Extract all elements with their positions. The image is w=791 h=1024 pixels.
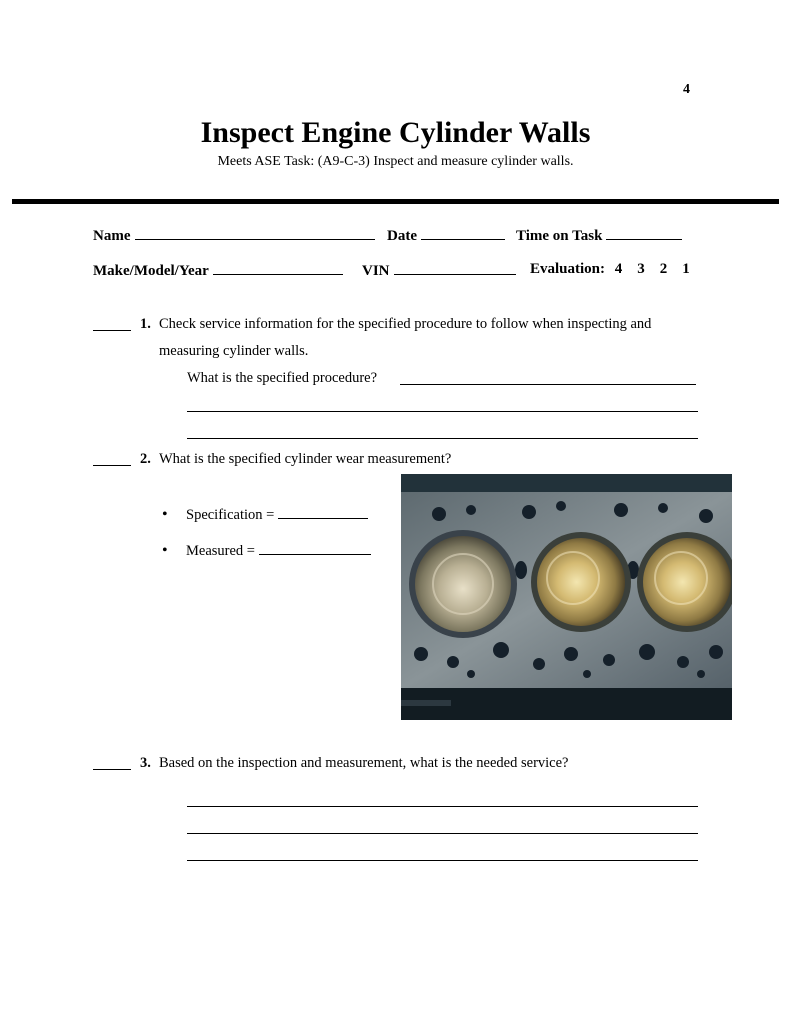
- evaluation-scores[interactable]: 4 3 2 1: [614, 261, 690, 277]
- time-on-task-blank[interactable]: [606, 226, 682, 240]
- question-1-text-continued: measuring cylinder walls.: [159, 343, 309, 359]
- question-1-number: 1.: [140, 316, 151, 332]
- specification-bullet: [162, 505, 368, 524]
- bullet-icon: •: [162, 506, 168, 523]
- engine-block-photo: [401, 474, 732, 720]
- time-on-task-label: Time on Task: [516, 228, 603, 244]
- specification-label: Specification =: [186, 507, 275, 523]
- date-blank[interactable]: [421, 226, 505, 240]
- header-divider: [12, 199, 779, 204]
- evaluation-label: Evaluation:: [530, 261, 606, 277]
- question-1-subquestion: What is the specified procedure?: [187, 370, 378, 386]
- specification-blank[interactable]: [278, 505, 368, 519]
- question-1-answer-line[interactable]: [400, 384, 696, 385]
- date-field: [387, 226, 505, 245]
- time-on-task-field: [516, 226, 682, 245]
- vin-label: VIN: [362, 263, 390, 279]
- vin-field: [362, 261, 516, 280]
- question-3-check-blank[interactable]: [93, 755, 131, 775]
- question-2-text: What is the specified cylinder wear measurement?: [159, 451, 452, 467]
- date-label: Date: [387, 228, 417, 244]
- name-label: Name: [93, 228, 131, 244]
- question-1-check-blank[interactable]: [93, 316, 131, 336]
- name-blank[interactable]: [135, 226, 375, 240]
- page-number: 4: [683, 82, 690, 97]
- measured-label: Measured =: [186, 543, 255, 559]
- question-3-text: Based on the inspection and measurement, what is the needed service?: [159, 755, 569, 771]
- question-3-answer-line[interactable]: [187, 833, 698, 834]
- measured-blank[interactable]: [259, 541, 371, 555]
- question-3-number: 3.: [140, 755, 151, 771]
- page-subtitle: Meets ASE Task: (A9-C-3) Inspect and measure cylinder walls.: [217, 154, 574, 169]
- page-title: Inspect Engine Cylinder Walls: [200, 116, 591, 149]
- question-2-number: 2.: [140, 451, 151, 467]
- name-field: [93, 226, 375, 245]
- evaluation-field: [530, 261, 690, 278]
- question-3-answer-line[interactable]: [187, 806, 698, 807]
- question-3-answer-line[interactable]: [187, 860, 698, 861]
- measured-bullet: [162, 541, 371, 560]
- question-2-check-blank[interactable]: [93, 451, 131, 471]
- question-1-text: Check service information for the specified procedure to follow when inspecting and: [159, 316, 652, 332]
- question-1-answer-line[interactable]: [187, 411, 698, 412]
- vin-blank[interactable]: [394, 261, 516, 275]
- cylinder-bores-image: [401, 474, 732, 720]
- question-1-answer-line[interactable]: [187, 438, 698, 439]
- make-model-year-field: [93, 261, 343, 280]
- make-model-year-blank[interactable]: [213, 261, 343, 275]
- make-model-year-label: Make/Model/Year: [93, 263, 209, 279]
- bullet-icon: •: [162, 542, 168, 559]
